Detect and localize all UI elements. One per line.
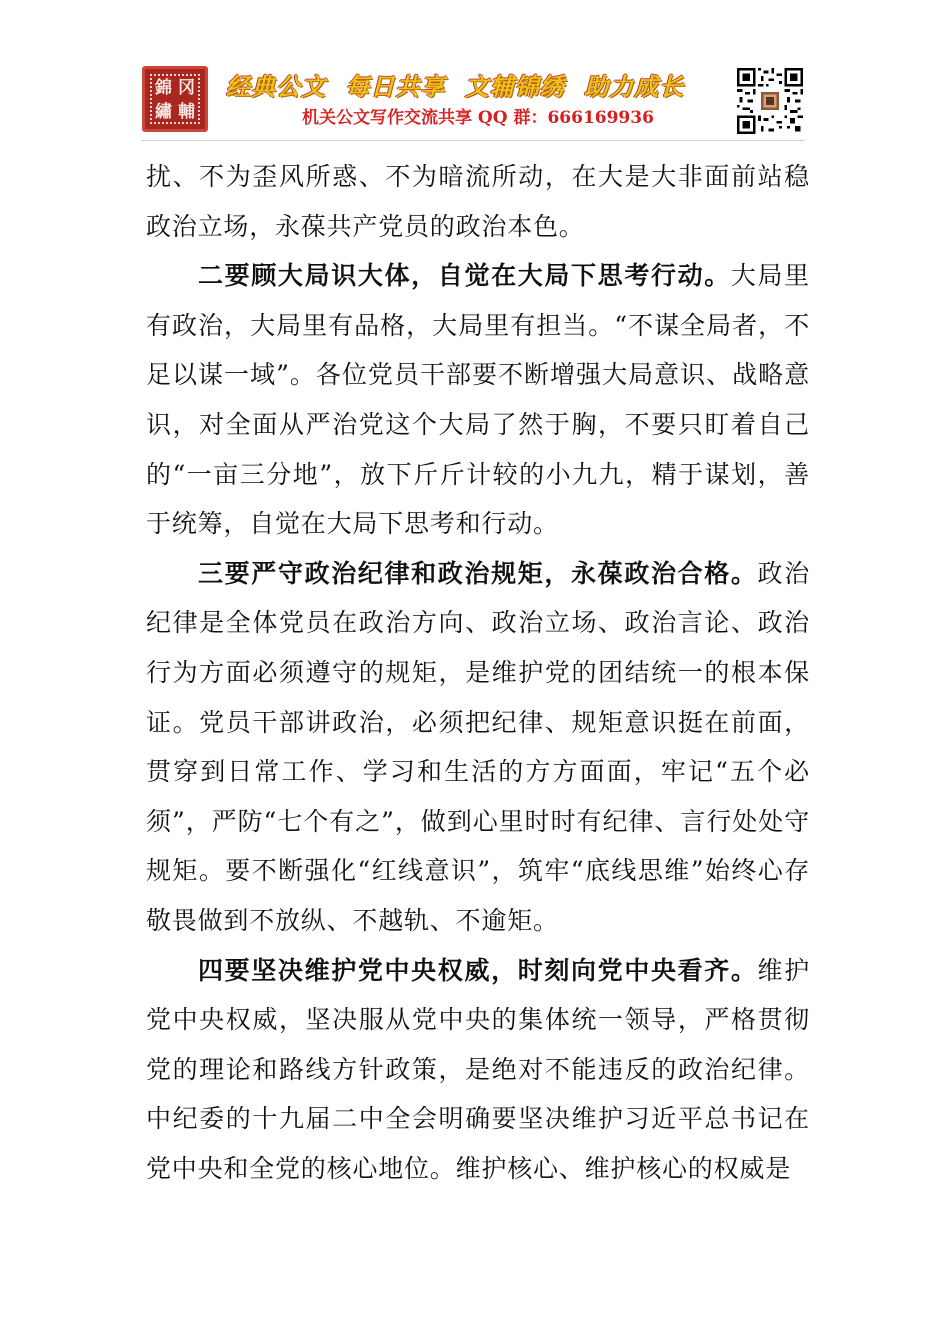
- paragraph-text: 大局里有政治，大局里有品格，大局里有担当。“不谋全局者，不足以谋一域”。各位党员干部要不断增强大局意识、战略意识，对全面从严治党这个大局了然于胸，不要只盯着自己的“一亩三分地”，放下斤斤计较的小九九，精于谋划，善于统筹，自觉在大局下思考和行动。: [146, 261, 810, 539]
- logo-seal: [150, 74, 200, 124]
- banner-phrase: 助力成长: [584, 73, 685, 101]
- paragraph: [146, 946, 810, 1194]
- paragraph: [146, 549, 810, 946]
- paragraph-heading: 四要坚决维护党中央权威，时刻向党中央看齐。: [198, 955, 758, 985]
- paragraph-text: 维护党中央权威，坚决服从党中央的集体统一领导，严格贯彻党的理论和路线方针政策，是绝对不能违反的政治纪律。中纪委的十九届二中全会明确要坚决维护习近平总书记在党中央和全党的核心地位。维护核心、维护核心的权威是: [146, 955, 810, 1183]
- header-divider: [142, 140, 805, 141]
- paragraph: [146, 251, 810, 549]
- document-body: [146, 152, 810, 1193]
- logo-char: 繡: [155, 102, 172, 122]
- banner-phrase: 每日共享: [345, 73, 446, 101]
- logo-char: 冈: [178, 78, 195, 98]
- banner-phrase: 经典公文: [226, 73, 326, 101]
- logo-char: 錦: [155, 78, 172, 98]
- paragraph: 扰、不为歪风所惑、不为暗流所动，在大是大非面前站稳政治立场，永葆共产党员的政治本色。: [146, 162, 810, 241]
- paragraph-text: 政治纪律是全体党员在政治方向、政治立场、政治言论、政治行为方面必须遵守的规矩，是维护党的团结统一的根本保证。党员干部讲政治，必须把纪律、规矩意识挺在前面，贯穿到日常工作、学习和生活的方方面面，牢记“五个必须”，严防“七个有之”，做到心里时时有纪律、言行处处守规矩。要不断强化“红线意识”，筑牢“底线思维”始终心存敬畏做到不放纵、不越轨、不逾矩。: [146, 558, 810, 935]
- logo-char: 輔: [178, 102, 195, 122]
- header-banner: [226, 72, 726, 102]
- qq-group-line: 机关公文写作交流共享 QQ 群：666169936: [302, 108, 654, 128]
- site-logo: [142, 66, 208, 132]
- paragraph-heading: 三要严守政治纪律和政治规矩，永葆政治合格。: [198, 558, 758, 588]
- paragraph-heading: 二要顾大局识大体，自觉在大局下思考行动。: [198, 261, 731, 291]
- banner-phrase: 文辅锦绣: [464, 73, 565, 101]
- qr-code-icon: [737, 68, 803, 134]
